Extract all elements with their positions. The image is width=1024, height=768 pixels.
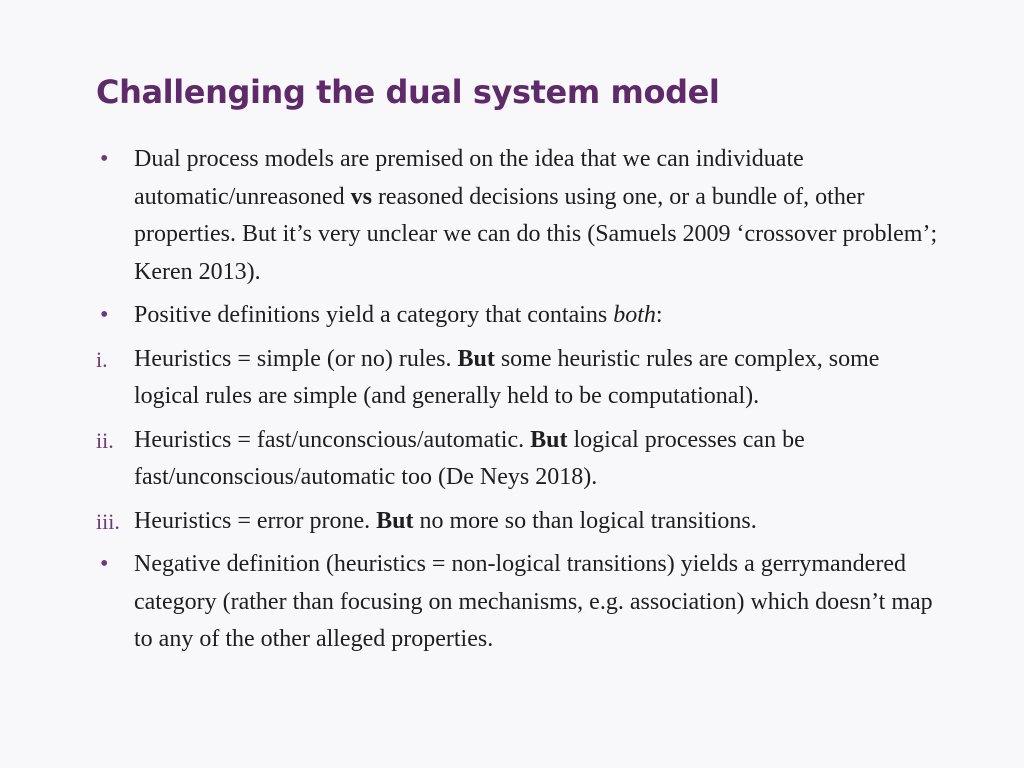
list-item (96, 341, 946, 416)
list-item-text (134, 302, 663, 328)
text-segment: logical processes can be fast/unconscious/automatic too (De Neys 2018). (134, 426, 805, 490)
bullet-list (96, 141, 946, 665)
numeral-marker: iii. (96, 508, 120, 534)
text-segment: some heuristic rules are complex, some logical rules are simple (and generally held to be computational). (134, 345, 880, 409)
text-segment: Dual process models are premised on the idea that we can individuate automatic/unreasoned (134, 146, 804, 210)
list-item-text (134, 508, 757, 534)
slide-title: Challenging the dual system model (96, 73, 720, 111)
list-item (96, 141, 946, 291)
list-item (96, 546, 946, 659)
numeral-marker: i. (96, 346, 108, 372)
bold-text: But (530, 426, 568, 453)
bullet-marker: • (100, 302, 109, 328)
text-segment: Heuristics = fast/unconscious/automatic. (134, 426, 531, 453)
bold-text: vs (350, 183, 372, 210)
text-segment: : (655, 302, 663, 328)
list-item-text (134, 346, 879, 410)
bold-text: But (376, 507, 414, 534)
text-segment: no more so than logical transitions. (413, 507, 757, 534)
text-segment: Negative definition (heuristics = non-logical transitions) yields a gerrymandered category (rather than focusing on mechanisms, e.g. association) which doesn’t map to any of the other alleged properties. (134, 551, 933, 652)
list-item-text (134, 427, 805, 491)
bullet-marker: • (100, 551, 109, 577)
text-segment: Positive definitions yield a category that contains (134, 302, 614, 328)
bold-text: But (457, 345, 495, 372)
list-item (96, 503, 946, 541)
italic-text: both (613, 302, 656, 328)
text-segment: reasoned decisions using one, or a bundle of, other properties. But it’s very unclear we can do this (Samuels 2009 ‘crossover problem’; Keren 2013). (134, 183, 938, 285)
list-item (96, 422, 946, 497)
numeral-marker: ii. (96, 427, 114, 453)
text-segment: Heuristics = error prone. (134, 507, 377, 534)
list-item (96, 297, 946, 335)
list-item-text (134, 551, 933, 652)
text-segment: Heuristics = simple (or no) rules. (134, 345, 458, 372)
list-item-text (134, 146, 937, 285)
bullet-marker: • (100, 146, 109, 172)
